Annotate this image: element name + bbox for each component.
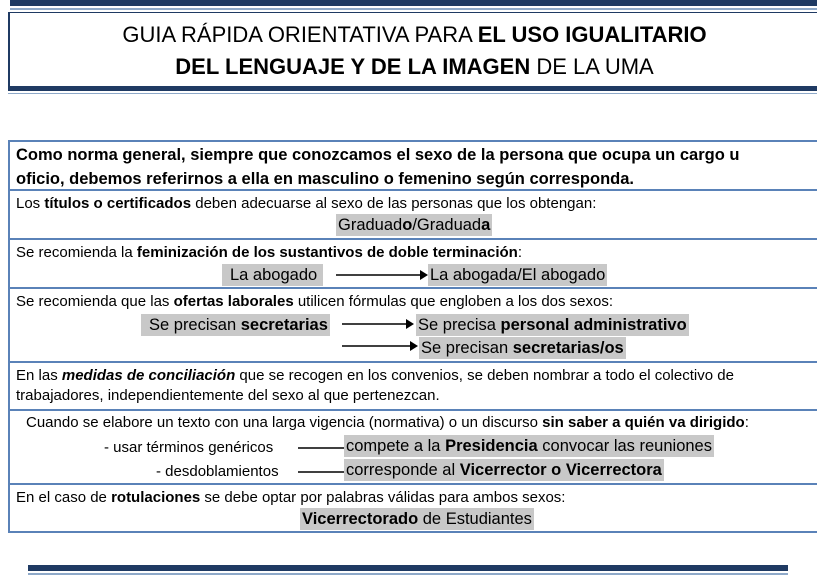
ofertas-right-example-2 (419, 337, 626, 359)
ofertas-right-example-1 (416, 314, 689, 336)
intro-line-1: Como norma general, siempre que conozcamos el sexo de la persona que ocupa un cargo u (16, 146, 740, 164)
bottom-bar (28, 565, 788, 571)
rotulaciones-ex-post: de Estudiantes (418, 510, 532, 528)
conciliacion-text (16, 366, 734, 385)
section-discurso (8, 411, 817, 485)
titulos-ex-b: o (402, 216, 413, 234)
titulos-ex-c: /Graduad (412, 216, 482, 234)
feminizacion-bold: feminización de los sustantivos de doble terminación (136, 244, 518, 261)
conciliacion-pre: En las (16, 367, 62, 384)
discurso-item-2-label: - desdoblamientos (156, 463, 279, 480)
ofertas-pre: Se recomienda que las (16, 293, 174, 310)
title-line-1 (10, 21, 817, 49)
ofertas-right1-bold: personal administrativo (500, 316, 687, 334)
bottom-thin-bar (28, 573, 788, 575)
discurso-bold: sin saber a quién va dirigido (542, 414, 745, 431)
section-titulos (8, 191, 817, 240)
discurso-item2-pre: corresponde al (346, 461, 460, 479)
arrow-right-icon (342, 340, 418, 352)
ofertas-right1-pre: Se precisa (418, 316, 501, 334)
feminizacion-text (16, 243, 522, 262)
intro-line-2: oficio, debemos referirnos a ella en masculino o femenino según corresponda. (16, 170, 634, 188)
discurso-item1-bold: Presidencia (445, 437, 538, 455)
top-thin-bar (10, 8, 817, 10)
titulos-text (16, 194, 596, 213)
rotulaciones-example (300, 508, 534, 530)
ofertas-right2-bold: secretarias/os (512, 339, 624, 357)
arrow-right-icon (336, 269, 428, 281)
titulos-bold: títulos o certificados (44, 195, 192, 212)
ofertas-left-example (141, 314, 330, 336)
conciliacion-post: que se recogen en los convenios, se deben nombrar a todo el colectivo de (235, 367, 734, 384)
section-ofertas (8, 289, 817, 363)
discurso-item2-bold: Vicerrector o Vicerrectora (459, 461, 662, 479)
discurso-item1-post: convocar las reuniones (537, 437, 712, 455)
titulos-pre: Los (16, 195, 45, 212)
ofertas-right2-pre: Se precisan (421, 339, 513, 357)
titulos-post: deben adecuarse al sexo de las personas que los obtengan: (191, 195, 597, 212)
discurso-pre: Cuando se elabore un texto con una larga vigencia (normativa) o un discurso (26, 414, 543, 431)
title-line-2 (10, 53, 817, 81)
conciliacion-bold: medidas de conciliación (61, 367, 236, 384)
feminizacion-pre: Se recomienda la (16, 244, 137, 261)
titulos-ex-d: a (481, 216, 491, 234)
rotulaciones-pre: En el caso de (16, 489, 112, 506)
section-rotulaciones (8, 485, 817, 533)
title-bottom-bar (8, 86, 817, 91)
rotulaciones-bold: rotulaciones (111, 489, 201, 506)
ofertas-post: utilicen fórmulas que engloben a los dos sexos: (293, 293, 614, 310)
title-box (8, 12, 817, 86)
discurso-item1-pre: compete a la (346, 437, 446, 455)
ofertas-bold: ofertas laborales (173, 293, 294, 310)
feminizacion-right-example: La abogada/El abogado (430, 266, 606, 284)
titulos-example (336, 214, 492, 236)
title-line-1-normal: GUIA RÁPIDA ORIENTATIVA PARA (122, 22, 478, 47)
ofertas-left-pre: Se precisan (149, 316, 241, 334)
discurso-post: : (744, 414, 749, 431)
rotulaciones-ex-bold: Vicerrectorado (302, 510, 419, 528)
rotulaciones-post: se debe optar por palabras válidas para ambos sexos: (200, 489, 566, 506)
section-intro (8, 140, 817, 191)
discurso-text (26, 413, 749, 432)
rotulaciones-text (16, 488, 565, 507)
discurso-item-1-label: - usar términos genéricos (104, 439, 274, 456)
ofertas-left-bold: secretarias (240, 316, 328, 334)
titulos-ex-a: Graduad (338, 216, 403, 234)
title-line-2-normal: DE LA UMA (530, 54, 654, 79)
discurso-item-1-example (344, 435, 714, 457)
feminizacion-post: : (517, 244, 522, 261)
arrow-right-icon (342, 318, 414, 330)
conciliacion-line-2: trabajadores, independientemente del sexo al que pertenezcan. (16, 387, 440, 404)
title-line-1-bold: EL USO IGUALITARIO (477, 22, 707, 47)
feminizacion-left-example: La abogado (222, 264, 323, 286)
ofertas-text (16, 292, 613, 311)
section-conciliacion (8, 363, 817, 411)
section-feminizacion (8, 240, 817, 289)
top-bar (10, 0, 817, 6)
title-bottom-thin-bar (8, 93, 817, 94)
discurso-item-2-example (344, 459, 664, 481)
title-line-2-bold: DEL LENGUAJE Y DE LA IMAGEN (175, 54, 531, 79)
